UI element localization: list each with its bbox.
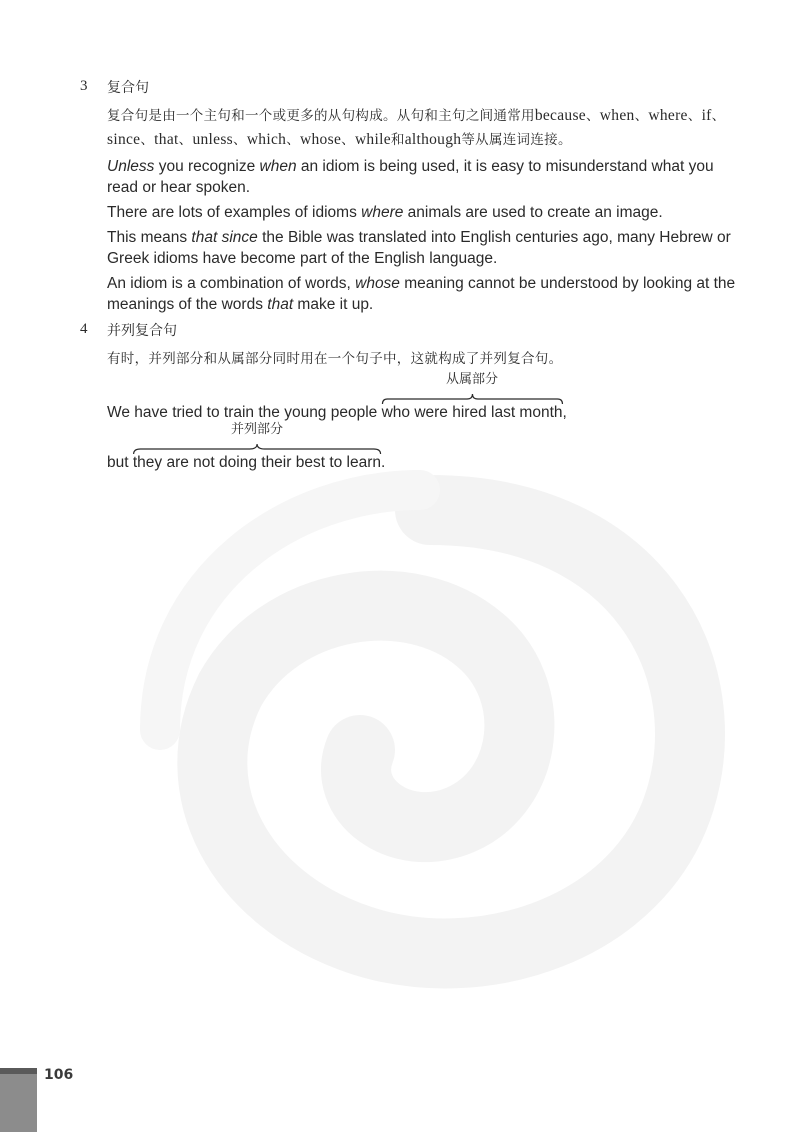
page-edge-tab-top [0,1068,37,1074]
separator: 、 [286,132,301,148]
example-line-2 [107,422,740,474]
section-title: 并列复合句 [107,323,177,339]
separator: 、 [585,108,600,124]
connective-word: although [404,131,462,148]
emphasized-word: where [361,204,404,221]
sentence-text: An idiom is a combination of words, [107,275,356,292]
brace-label-subordinate: 从属部分 [446,372,499,387]
example-sentence [107,156,740,198]
punctuation: , [562,404,567,421]
emphasized-word: Unless [107,158,155,175]
section-number: 4 [80,321,88,337]
separator: 、 [687,108,702,124]
separator: 、 [233,132,247,148]
overbrace-coordinate [133,444,381,454]
coordinate-clause-text: they are not doing their best to learn [132,454,382,471]
example-sentence [107,202,740,223]
connective-word: which [246,131,287,148]
section-complex-sentence [80,78,740,315]
separator: 、 [341,132,355,148]
and-word: 和 [390,132,405,148]
sentence-text: make it up. [293,296,374,313]
connective-word: where [648,107,688,124]
subordinate-clause [381,372,563,424]
emphasized-word: that since [191,229,258,246]
subordinate-clause-text: who were hired last month [381,404,563,421]
connective-word: if [701,107,712,124]
intro-text: 复合句是由一个主句和一个或更多的从句构成。从句和主句之间通常用 [107,108,535,124]
sentence-text: the Bible was translated into English centuries ago, many Hebrew or Greek idioms have become part of the English language. [107,229,731,267]
emphasized-word: that [267,296,294,313]
brace-label-coordinate: 并列部分 [230,422,283,437]
emphasized-word: whose [355,275,400,292]
page-number: 106 [44,1067,74,1083]
sentence-text: you recognize [154,158,260,175]
example-sentence [107,273,740,315]
connective-word: unless [192,131,233,148]
intro-text-end: 等从属连词连接。 [461,132,572,148]
section-title: 复合句 [107,80,149,96]
separator: 、 [140,132,155,148]
sentence-text: animals are used to create an image. [403,204,663,221]
sentence-text: an idiom is being used, it is easy to misunderstand what you read or hear spoken. [107,158,714,196]
example-sentence [107,227,740,269]
page-edge-tab [0,1068,37,1132]
sentence-text: There are lots of examples of idioms [107,204,362,221]
separator: 、 [178,132,193,148]
section-number: 3 [80,78,88,94]
section-intro: 有时，并列部分和从属部分同时用在一个句子中，这就构成了并列复合句。 [107,351,563,367]
sentence-text: meaning cannot be understood by looking at the meanings of the words [107,275,736,313]
coordinate-clause [132,422,382,474]
sentence-text: This means [107,229,192,246]
connective-word: since [107,131,141,148]
connective-word: because [534,107,586,124]
connective-word: whose [300,131,342,148]
overbrace-subordinate [382,394,563,404]
connective-word: that [154,131,179,148]
punctuation: . [381,454,386,471]
separator: 、 [634,108,649,124]
example-list [80,156,740,315]
page-content [80,78,740,480]
conjunction-text: but [107,454,133,471]
swirl-watermark [120,470,740,990]
section-compound-complex-sentence [80,321,740,474]
main-clause-text: We have tried to train the young people [107,404,382,421]
section-intro [107,104,740,152]
emphasized-word: when [259,158,297,175]
separator: 、 [711,108,726,124]
connective-word: when [599,107,635,124]
connective-word: while [354,131,391,148]
